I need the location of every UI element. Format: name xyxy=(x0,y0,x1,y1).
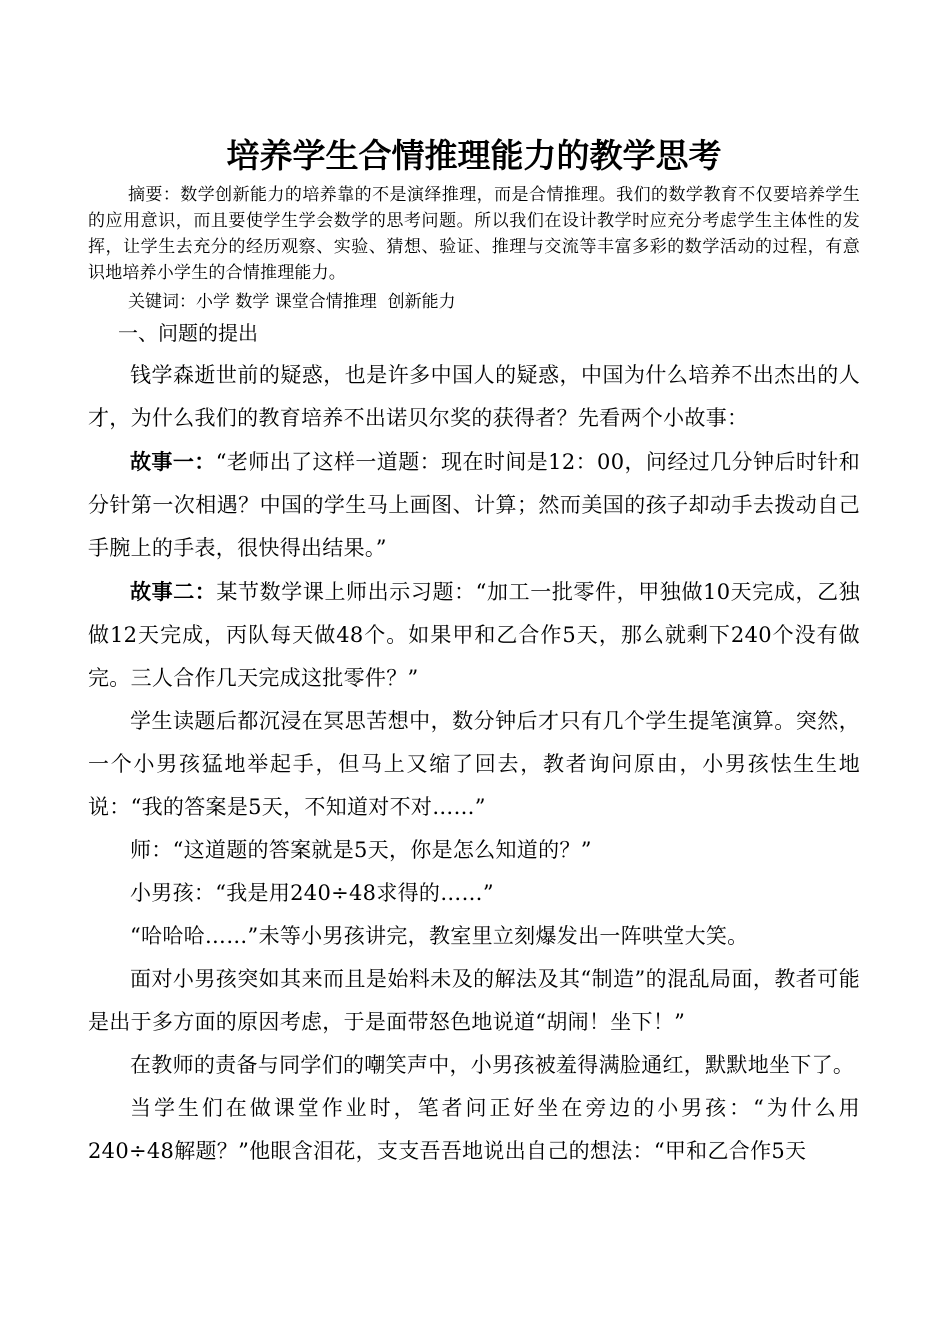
paragraph-intro: 钱学森逝世前的疑惑，也是许多中国人的疑惑，中国为什么培养不出杰出的人才，为什么我们的教育培养不出诺贝尔奖的获得者？先看两个小故事： xyxy=(88,363,860,430)
paragraph: 师：“这道题的答案就是5天，你是怎么知道的？” xyxy=(130,838,592,862)
paragraph-story-two xyxy=(88,570,860,700)
keywords: 关键词：小学 数学 课堂合情推理 创新能力 xyxy=(128,292,456,312)
paragraph: 面对小男孩突如其来而且是始料未及的解法及其“制造”的混乱局面，教者可能是出于多方面的原因考虑，于是面带怒色地说道“胡闹！坐下！” xyxy=(88,967,860,1034)
document-title: 培养学生合情推理能力的教学思考 xyxy=(226,136,722,175)
paragraph: 学生读题后都沉浸在冥思苦想中，数分钟后才只有几个学生提笔演算。突然，一个小男孩猛地举起手，但马上又缩了回去，教者询问原由，小男孩怯生生地说：“我的答案是5天，不知道对不对……” xyxy=(88,709,860,819)
paragraph: 在教师的责备与同学们的嘲笑声中，小男孩被羞得满脸通红，默默地坐下了。 xyxy=(130,1053,855,1077)
story-one-text: “老师出了这样一道题：现在时间是12：00，问经过几分钟后时针和分针第一次相遇？中国的学生马上画图、计算；然而美国的孩子却动手去拨动自己手腕上的手表，很快得出结果。” xyxy=(88,450,860,560)
paragraph-story-one xyxy=(88,440,860,570)
section-heading: 一、问题的提出 xyxy=(118,321,258,345)
paragraph: 当学生们在做课堂作业时，笔者问正好坐在旁边的小男孩：“为什么用240÷48解题？”他眼含泪花，支支吾吾地说出自己的想法：“甲和乙合作5天 xyxy=(88,1096,860,1163)
paragraph: 小男孩：“我是用240÷48求得的……” xyxy=(130,881,494,905)
story-one-label: 故事一： xyxy=(130,449,216,474)
story-two-text: 某节数学课上师出示习题：“加工一批零件，甲独做10天完成，乙独做12天完成，丙队每天做48个。如果甲和乙合作5天，那么就剩下240个没有做完。三人合作几天完成这批零件？” xyxy=(88,580,860,690)
story-two-label: 故事二： xyxy=(130,579,217,604)
paragraph: “哈哈哈……”未等小男孩讲完，教室里立刻爆发出一阵哄堂大笑。 xyxy=(130,924,749,948)
abstract: 摘要：数学创新能力的培养靠的不是演绎推理，而是合情推理。我们的数学教育不仅要培养学生的应用意识，而且要使学生学会数学的思考问题。所以我们在设计教学时应充分考虑学生主体性的发挥，让学生去充分的经历观察、实验、猜想、验证、推理与交流等丰富多彩的数学活动的过程，有意识地培养小学生的合情推理能力。 xyxy=(88,185,860,283)
